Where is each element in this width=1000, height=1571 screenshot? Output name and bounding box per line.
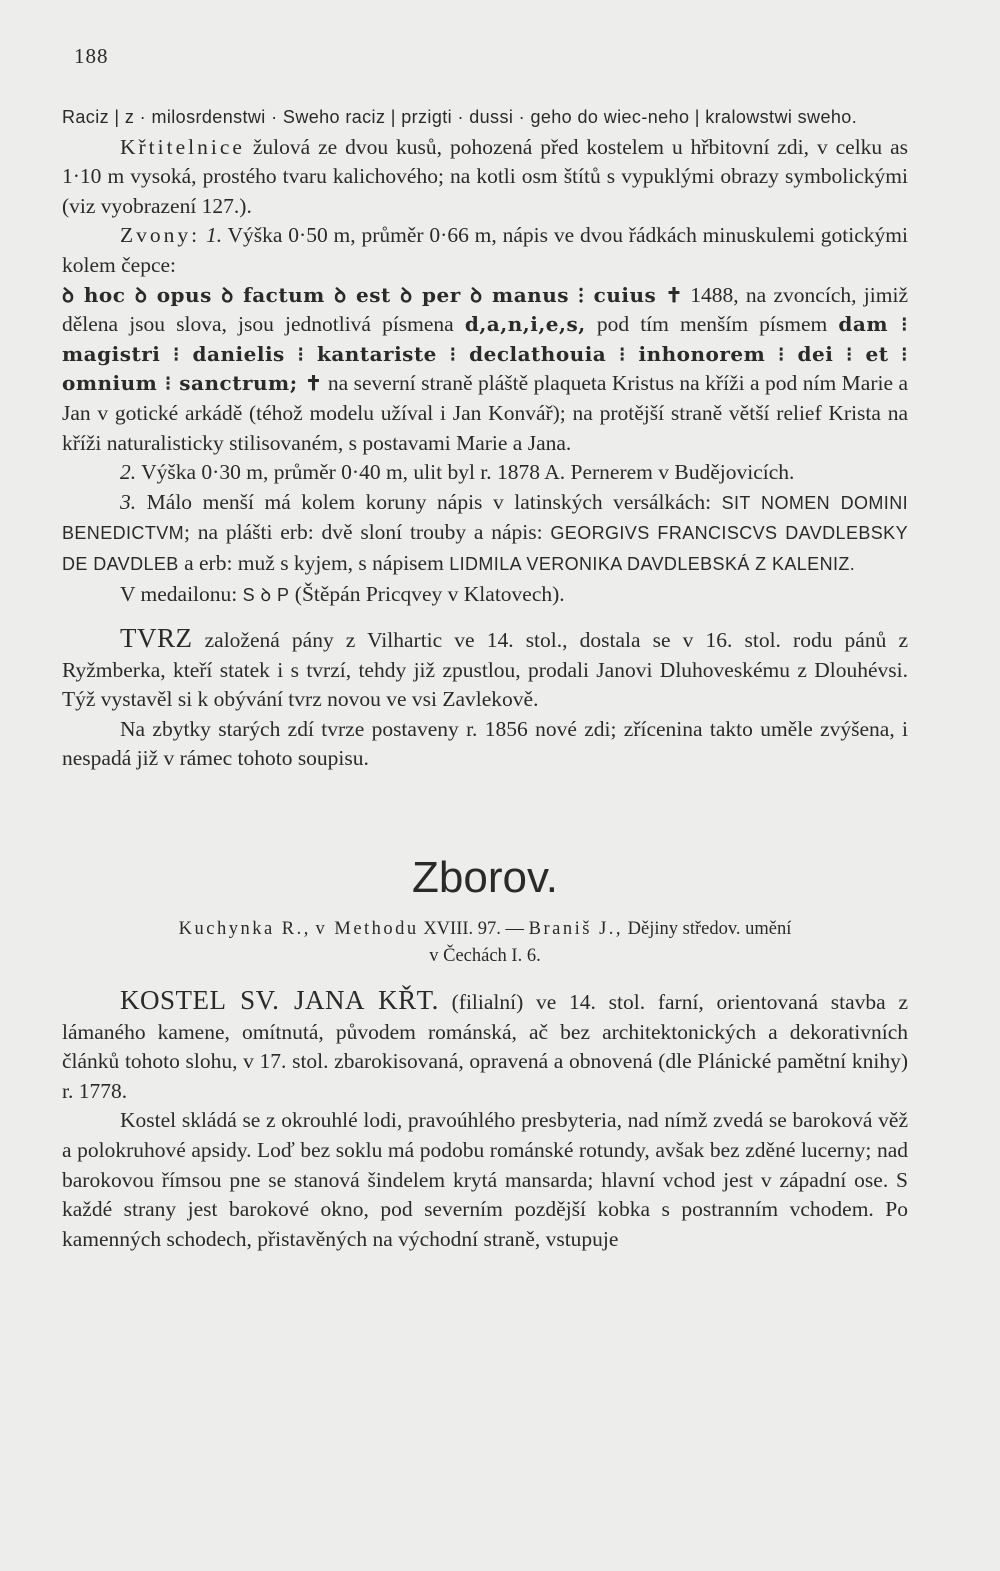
caps-inscription: S ꝺ P xyxy=(242,584,290,605)
paragraph-text: žulová ze dvou kusů, pohozená před kostelem u hřbitovní zdi, v celku as 1·10 m vysoká, prostého tvaru kalichového; na kotli osm štítů s vypuklými obrazy symbolickými (viz vyobrazení 127.). xyxy=(62,134,909,218)
lead-word: Zvony: xyxy=(120,223,201,248)
paragraph-medallion xyxy=(62,580,908,611)
item-number: 1. xyxy=(205,223,223,248)
paragraph-text: na severní straně pláště plaqueta Kristus na kříži a pod ním Marie a Jan v gotické arkádě (téhož modelu užíval i Jan Konvář); na protější straně větší relief Krista na kříži naturalisticky stilisovaném, s postavami Marie a Jana. xyxy=(62,371,908,455)
body-text xyxy=(62,103,908,1254)
caps-inscription: GEORGIVS FRANCISCVS DAVDLEBSKY DE DAVDLEB xyxy=(62,523,908,574)
lead-word: Křtitelnice xyxy=(120,134,245,159)
paragraph-church xyxy=(62,986,908,1106)
item-number: 3. xyxy=(120,489,137,514)
lead-word: TVRZ xyxy=(120,623,193,654)
paragraph-text: ; na plášti erb: dvě sloní trouby a nápis: xyxy=(184,520,543,545)
ref-author: Kuchynka R., xyxy=(178,919,311,940)
ref-source: v Methodu xyxy=(315,919,419,940)
references xyxy=(62,916,908,970)
paragraph-text: Výška 0·30 m, průměr 0·40 m, ulit byl r. 1878 A. Pernerem v Budějovicích. xyxy=(141,460,795,485)
paragraph-text: (Štěpán Pricqvey v Klatovech). xyxy=(294,581,565,606)
caps-inscription: SIT NOMEN DOMINI BENEDICTVM xyxy=(62,492,909,544)
paragraph-text: Výška 0·50 m, průměr 0·66 m, nápis ve dvou řádkách minuskulemi gotickými kolem čepce: xyxy=(62,223,908,277)
paragraph-church-desc: Kostel skládá se z okrouhlé lodi, pravoúhlého presbyteria, nad nímž zvedá se baroková věž a polokruhové apsidy. Loď bez soklu má podobu románské rotundy, avšak bez zděné lucerny; nad barokovou římsou pne se stanová šindelem krytá mansarda; hlavní vchod jest v západní ose. S každé strany jest barokové okno, pod severním pozdější kobka s postranním vchodem. Po kamenných schodech, přistavěných na východní straně, vstupuje xyxy=(62,1108,908,1251)
paragraph-text: V medailonu: xyxy=(120,581,238,606)
paragraph-bell-3 xyxy=(62,488,908,580)
paragraph-text: Málo menší má kolem koruny nápis v latinských versálkách: xyxy=(146,489,712,514)
item-number: 2. xyxy=(120,460,137,485)
paragraph-text: 1488, na zvoncích, jimiž dělena jsou slova, jsou jednotlivá písmena xyxy=(62,282,908,337)
paragraph-font xyxy=(62,133,908,222)
paragraph-ruins: Na zbytky starých zdí tvrze postaveny r. 1856 nové zdi; zřícenina takto uměle zvýšena, i nespadá již v rámec tohoto soupisu. xyxy=(62,716,908,771)
paragraph-tvrz xyxy=(62,624,908,715)
lead-word: KOSTEL SV. JANA KŘT. xyxy=(120,985,439,1016)
paragraph-bell-2 xyxy=(62,458,908,488)
paragraph-text: a erb: muž s kyjem, s nápisem xyxy=(184,550,444,575)
ref-title: Dějiny středov. umění xyxy=(627,919,792,940)
ref-author: Braniš J., xyxy=(528,919,624,940)
caps-inscription: LIDMILA VERONIKA DAVDLEBSKÁ Z KALENIZ. xyxy=(449,553,856,574)
gothic-inscription: dam ⁝ magistri ⁝ danielis ⁝ kantariste ⁝ declathouia ⁝ inhonorem ⁝ dei ⁝ et ⁝ omnium ⁝ sanctrum; ✝ xyxy=(62,312,909,396)
paragraph-text: založená pány z Vilhartic ve 14. stol., dostala se v 16. stol. rodu pánů z Ryžmberka, kteří statek i s tvrzí, tehdy již zpustlou, prodali Janovi Dluhoveskému z Dlouhévsi. Týž vystavěl si k obývání tvrz novou ve vsi Zavlekově. xyxy=(62,628,908,712)
gothic-inscription: ꝺ hoc ꝺ opus ꝺ factum ꝺ est ꝺ per ꝺ manus ⁝ cuius ✝ xyxy=(62,282,683,307)
ref-title-cont: v Čechách I. 6. xyxy=(429,946,541,967)
paragraph-text: (filialní) ve 14. stol. farní, orientovaná stavba z lámaného kamene, omítnutá, původem románská, ač bez architektonických a dekorativních článků tohoto slohu, v 17. stol. zbarokisovaná, opravená a obnovená (dle Plánické pamětní knihy) r. 1778. xyxy=(62,990,908,1103)
inscription-continuation: Raciz | z · milosrdenstwi · Sweho raciz | przigti · dussi · geho do wiec-neho | kralowstwi sweho. xyxy=(62,107,858,127)
paragraph-bells xyxy=(62,221,908,458)
section-title: Zborov. xyxy=(412,853,558,903)
paragraph-text: pod tím menším písmem xyxy=(596,312,828,337)
page-number: 188 xyxy=(74,44,109,68)
gothic-letters: d,a,n,i,e,s, xyxy=(464,312,586,337)
ref-volume: XVIII. 97. — xyxy=(423,919,525,940)
